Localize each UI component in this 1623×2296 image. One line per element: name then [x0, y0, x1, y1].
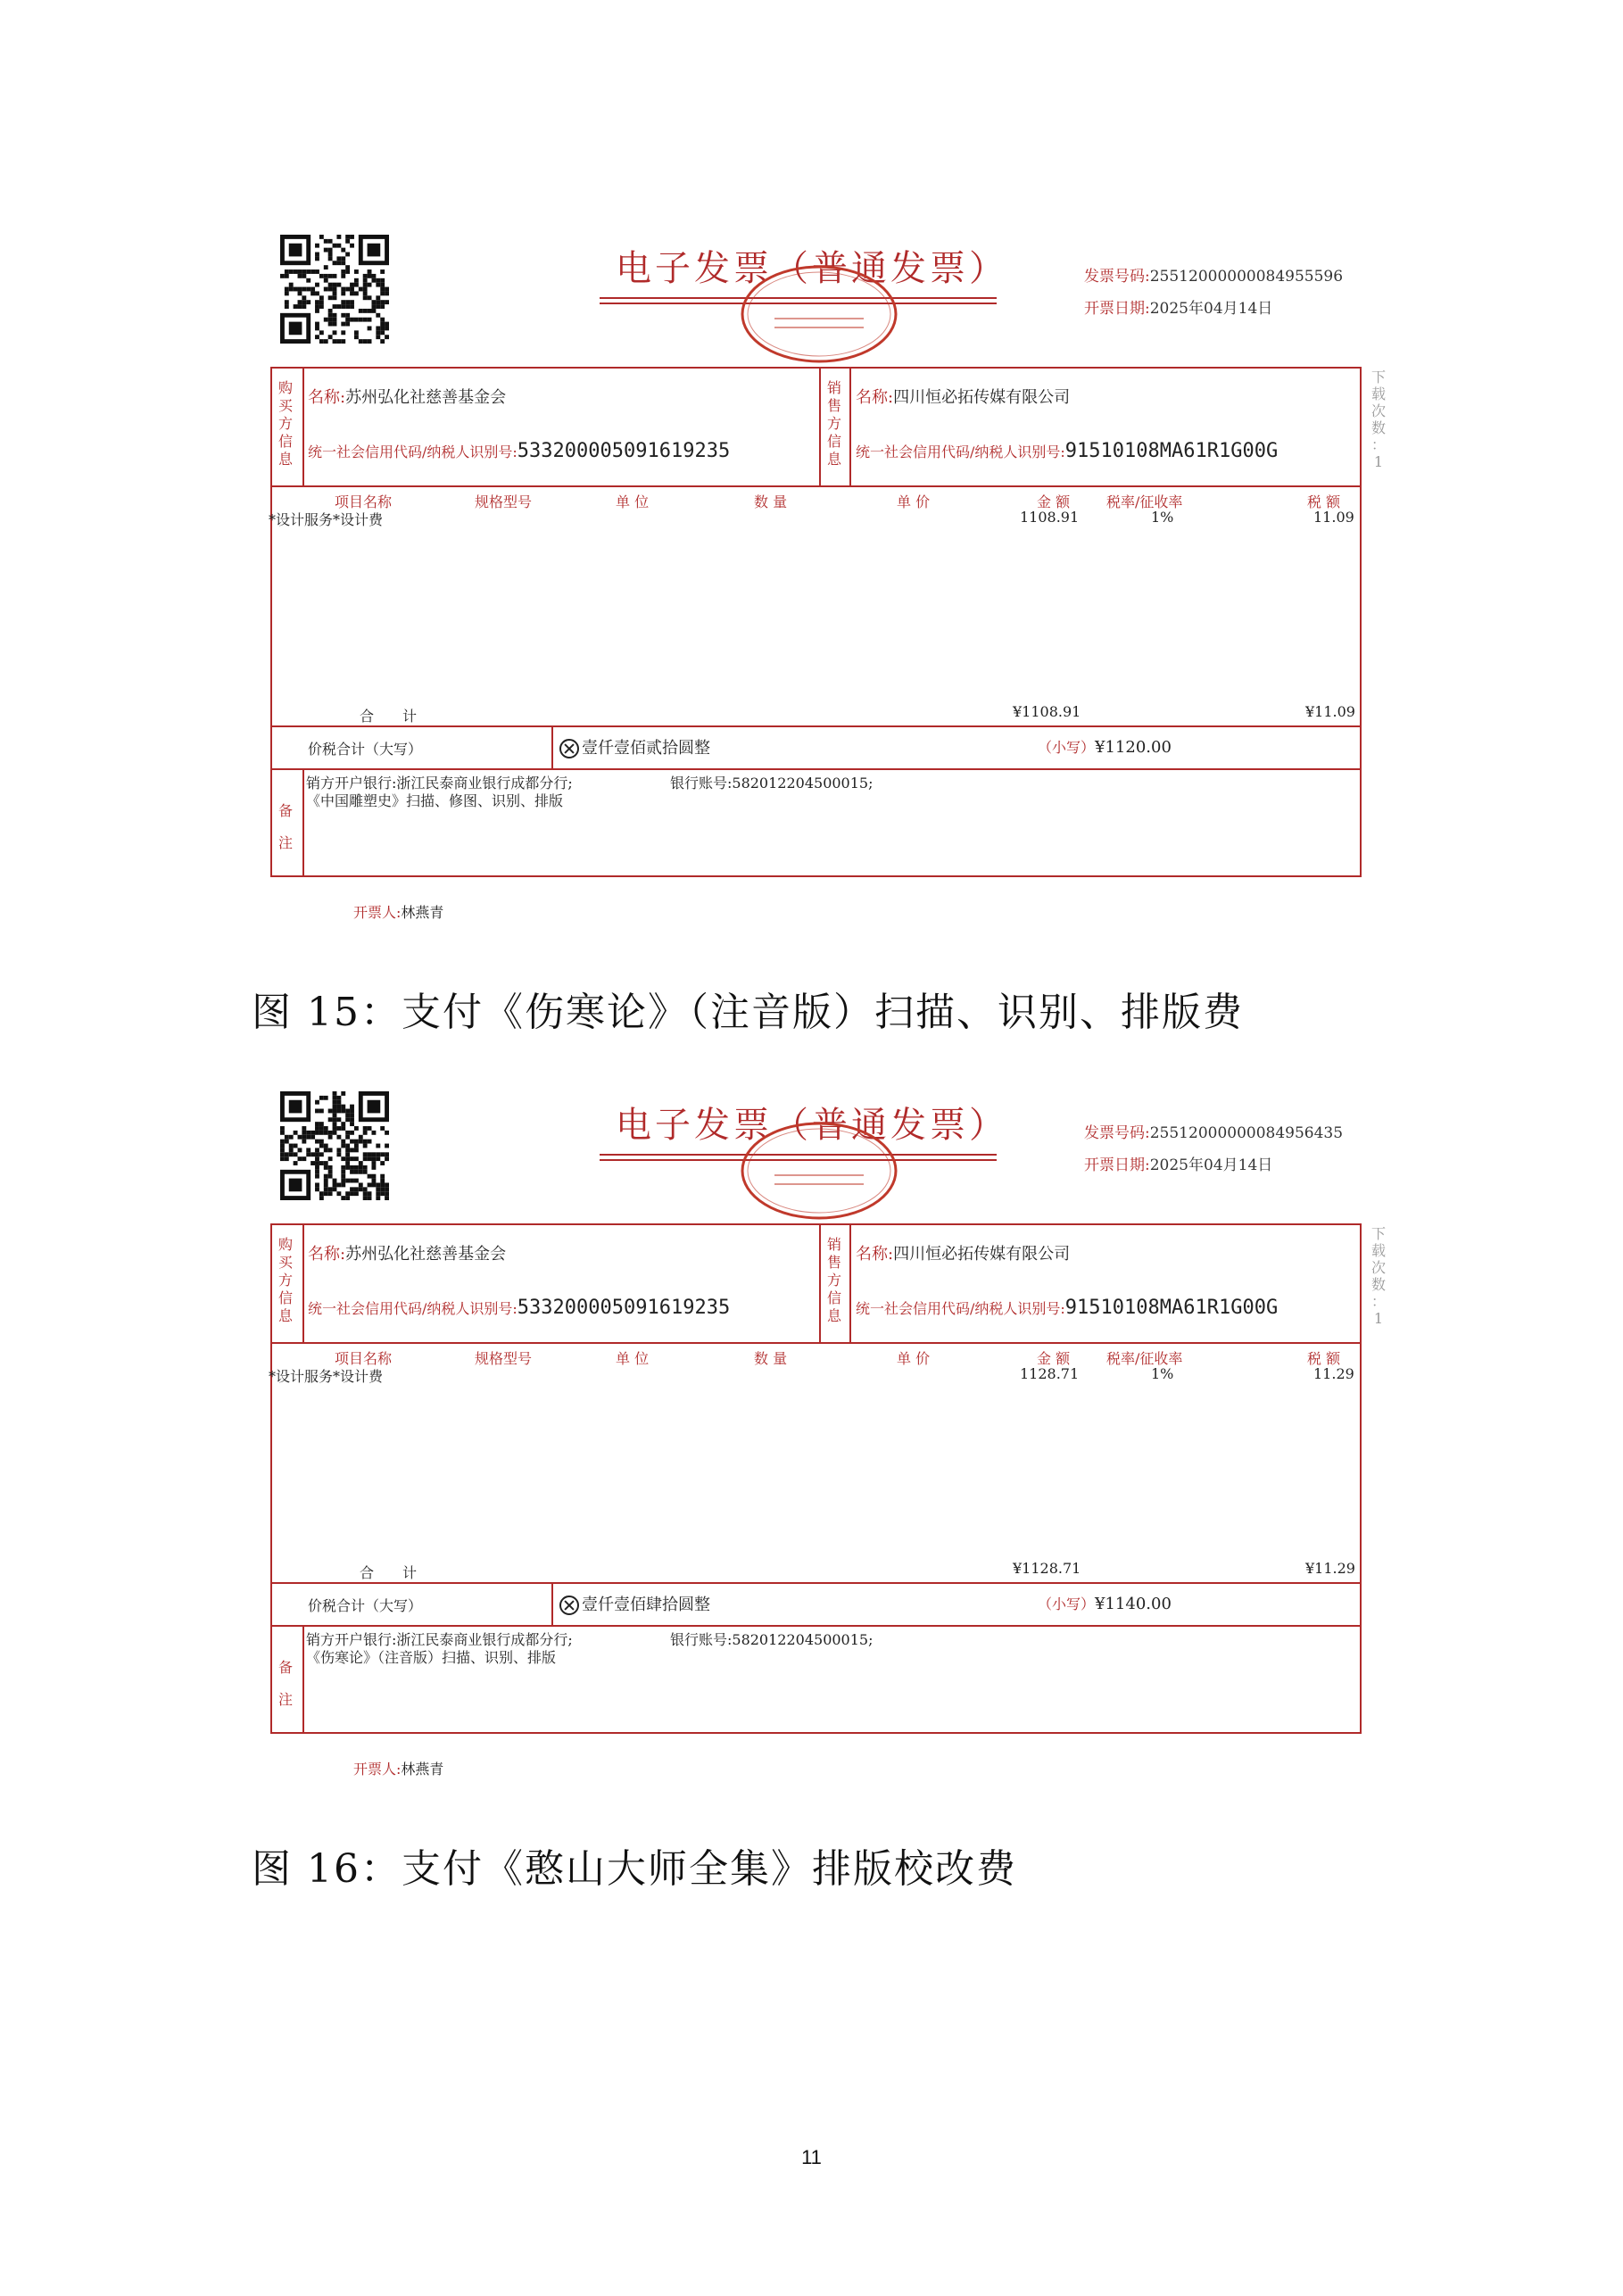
col-header: 数 量	[754, 1350, 788, 1367]
seller-section-label: 销 售 方 信 息	[826, 379, 841, 468]
grand-total-label: 价税合计（大写）	[308, 1597, 423, 1614]
col-header: 单 位	[616, 493, 650, 510]
download-count-note: 下 载 次 数 ： 1	[1370, 369, 1386, 470]
col-header: 税 额	[1307, 1350, 1341, 1367]
grand-total-small: （小写）¥1140.00	[1038, 1595, 1172, 1613]
invoice-table	[270, 1223, 1362, 1734]
item-amount: 1128.71	[1020, 1365, 1080, 1382]
total-tax: ¥11.09	[1305, 703, 1355, 720]
qr-code-icon	[280, 1091, 389, 1200]
col-header: 项目名称	[335, 1350, 393, 1367]
invoice-number: 发票号码:25512000000084956435	[1084, 1124, 1344, 1142]
invoice-number: 发票号码:25512000000084955596	[1084, 268, 1344, 286]
figure-caption: 图 16：支付《憨山大师全集》排版校改费	[252, 1846, 1017, 1892]
item-amount: 1108.91	[1020, 509, 1080, 526]
col-header: 税 额	[1307, 493, 1341, 510]
grand-total-small: （小写）¥1120.00	[1038, 738, 1172, 757]
col-header: 金 额	[1037, 1350, 1071, 1367]
col-header: 数 量	[754, 493, 788, 510]
total-amount: ¥1108.91	[1013, 703, 1081, 720]
remark-bank: 销方开户银行:浙江民泰商业银行成都分行;	[306, 775, 573, 792]
col-header: 规格型号	[475, 1350, 533, 1367]
col-header: 税率/征收率	[1106, 493, 1183, 510]
col-header: 单 价	[897, 493, 931, 510]
official-seal-stamp	[739, 1120, 899, 1223]
buyer-section-label: 购 买 方 信 息	[277, 379, 293, 468]
col-header: 税率/征收率	[1106, 1350, 1183, 1367]
grand-total-words: 壹仟壹佰肆拾圆整	[559, 1592, 710, 1615]
grand-total-label: 价税合计（大写）	[308, 741, 423, 758]
invoice-date: 开票日期:2025年04月14日	[1084, 1156, 1273, 1174]
invoice-table	[270, 367, 1362, 877]
remark-account: 银行账号:582012204500015;	[670, 1631, 874, 1648]
remark-account: 银行账号:582012204500015;	[670, 775, 874, 792]
col-header: 金 额	[1037, 493, 1071, 510]
seller-tax-id: 统一社会信用代码/纳税人识别号:91510108MA61R1G00G	[856, 1297, 1279, 1319]
invoice-title: 电子发票（普通发票）	[616, 248, 1008, 289]
buyer-tax-id: 统一社会信用代码/纳税人识别号:533200005091619235	[308, 1297, 731, 1319]
seller-section-label: 销 售 方 信 息	[826, 1236, 841, 1324]
remark-label: 备 注	[277, 802, 293, 851]
remark-project: 《中国雕塑史》扫描、修图、识别、排版	[306, 792, 564, 809]
col-header: 单 位	[616, 1350, 650, 1367]
invoice-1	[268, 228, 1386, 941]
seller-name: 名称:四川恒必拓传媒有限公司	[856, 388, 1071, 407]
total-amount: ¥1128.71	[1013, 1560, 1081, 1577]
cross-circle-icon	[559, 739, 579, 758]
remark-label: 备 注	[277, 1659, 293, 1708]
figure-caption: 图 15：支付《伤寒论》（注音版）扫描、识别、排版费	[252, 990, 1244, 1035]
col-header: 单 价	[897, 1350, 931, 1367]
total-label: 合 计	[360, 1564, 418, 1581]
grand-total-words: 壹仟壹佰贰拾圆整	[559, 735, 710, 758]
remark-bank: 销方开户银行:浙江民泰商业银行成都分行;	[306, 1631, 573, 1648]
remark-project: 《伤寒论》（注音版）扫描、识别、排版	[306, 1649, 557, 1666]
item-tax-rate: 1%	[1151, 509, 1174, 526]
buyer-name: 名称:苏州弘化社慈善基金会	[308, 1245, 507, 1264]
total-tax: ¥11.29	[1305, 1560, 1355, 1577]
buyer-section-label: 购 买 方 信 息	[277, 1236, 293, 1324]
item-tax: 11.09	[1313, 509, 1354, 526]
item-name: *设计服务*设计费	[269, 511, 384, 528]
item-name: *设计服务*设计费	[269, 1368, 384, 1385]
item-tax-rate: 1%	[1151, 1365, 1174, 1382]
invoice-date: 开票日期:2025年04月14日	[1084, 300, 1273, 318]
item-tax: 11.29	[1313, 1365, 1354, 1382]
issuer: 开票人:林燕青	[353, 904, 444, 921]
buyer-tax-id: 统一社会信用代码/纳税人识别号:533200005091619235	[308, 440, 731, 462]
buyer-name: 名称:苏州弘化社慈善基金会	[308, 388, 507, 407]
issuer: 开票人:林燕青	[353, 1761, 444, 1778]
seller-tax-id: 统一社会信用代码/纳税人识别号:91510108MA61R1G00G	[856, 440, 1279, 462]
official-seal-stamp	[739, 263, 899, 366]
page-number: 11	[801, 2146, 822, 2168]
col-header: 规格型号	[475, 493, 533, 510]
invoice-2	[268, 1084, 1386, 1798]
cross-circle-icon	[559, 1596, 579, 1615]
invoice-title: 电子发票（普通发票）	[616, 1105, 1008, 1146]
col-header: 项目名称	[335, 493, 393, 510]
seller-name: 名称:四川恒必拓传媒有限公司	[856, 1245, 1071, 1264]
total-label: 合 计	[360, 708, 418, 725]
download-count-note: 下 载 次 数 ： 1	[1370, 1225, 1386, 1327]
qr-code-icon	[280, 235, 389, 344]
